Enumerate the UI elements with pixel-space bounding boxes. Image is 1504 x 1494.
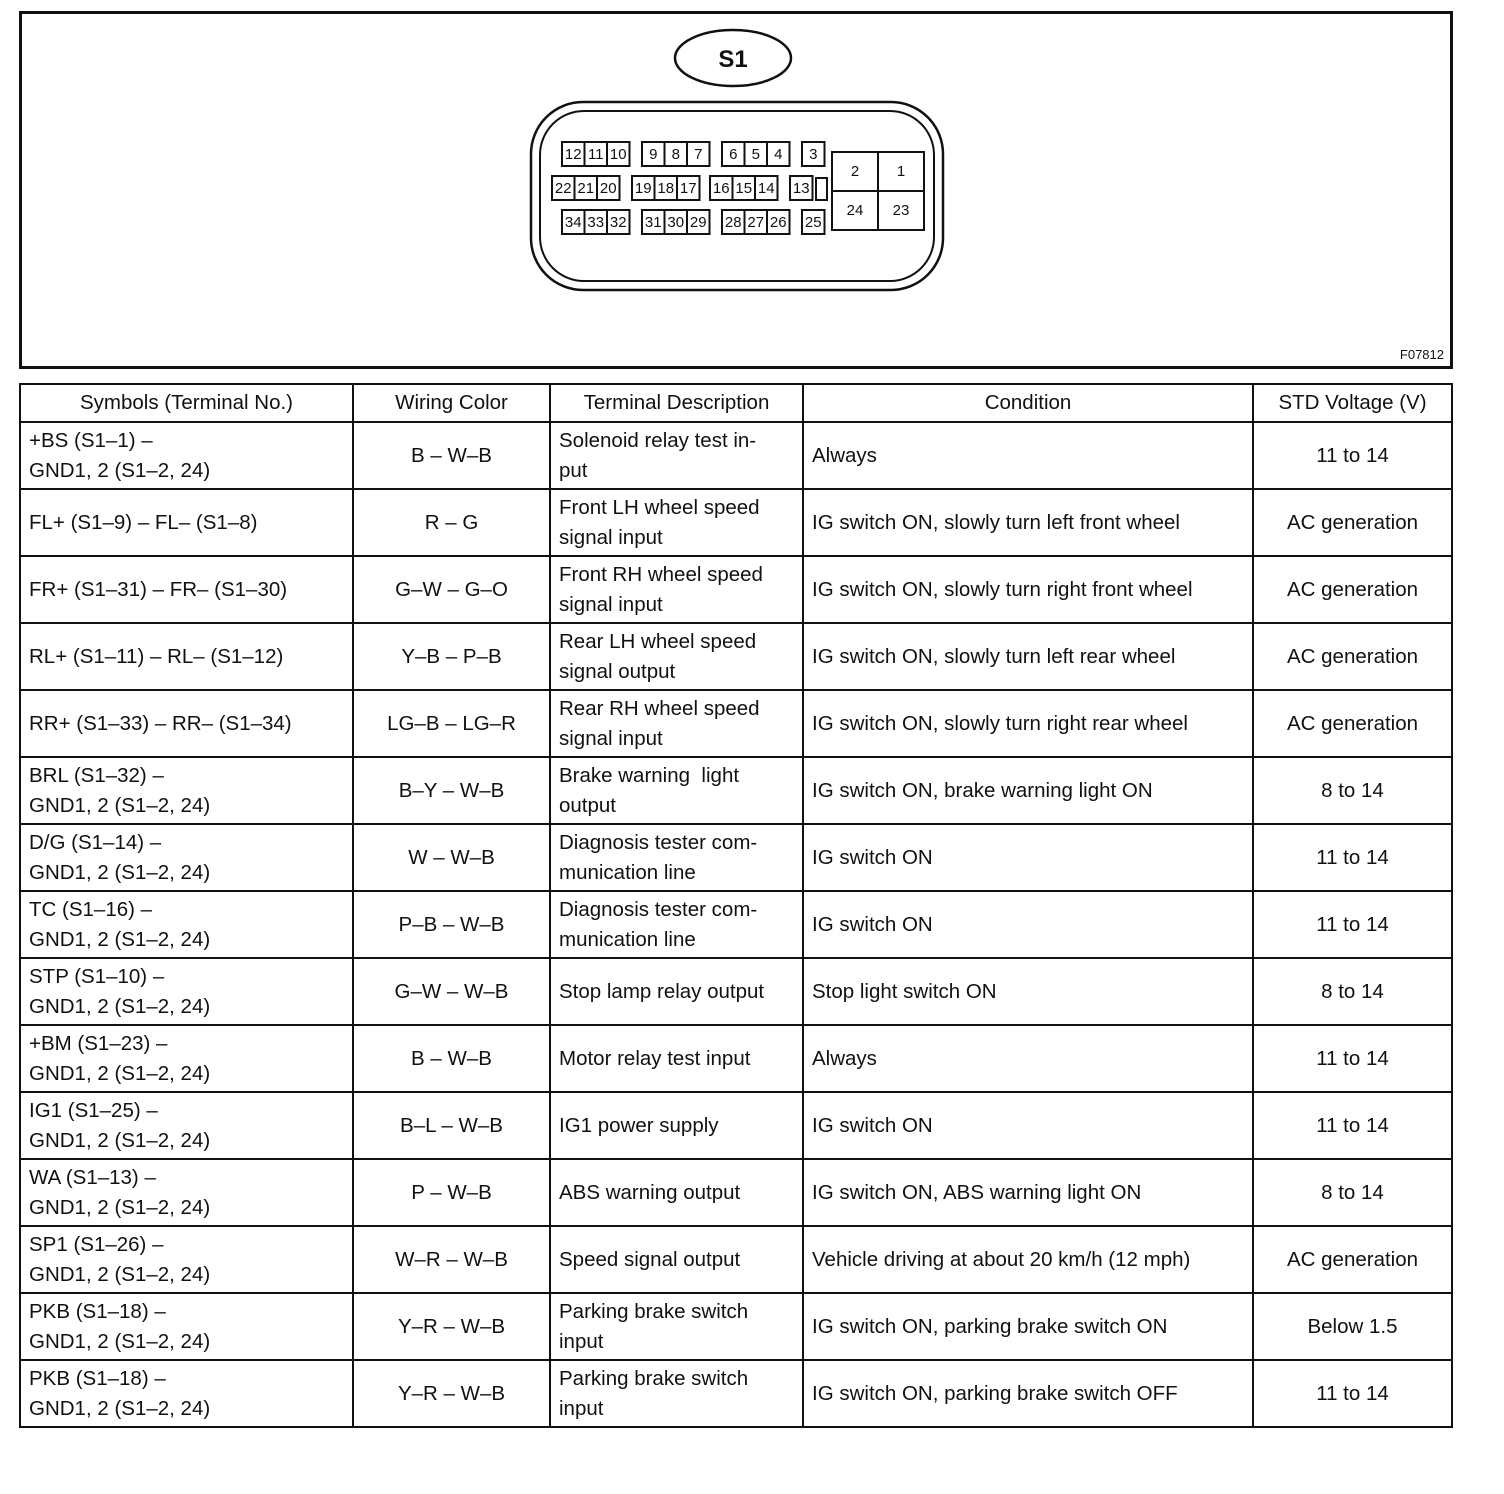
symbol-cell (20, 757, 353, 824)
symbol-line-1: SP1 (S1–26) – (29, 1232, 164, 1256)
pin-label: 17 (679, 180, 697, 197)
description-line-1: Stop lamp relay output (559, 979, 765, 1003)
description-cell (550, 556, 803, 623)
condition-cell: Always (803, 422, 1253, 489)
symbol-cell (20, 623, 353, 690)
voltage-cell: 11 to 14 (1253, 1360, 1452, 1427)
condition-cell: IG switch ON, slowly turn right rear wheel (803, 690, 1253, 757)
description-line-1: IG1 power supply (559, 1113, 719, 1137)
voltage-cell: 11 to 14 (1253, 1025, 1452, 1092)
header-terminal-description: Terminal Description (550, 384, 803, 422)
symbol-line-1: IG1 (S1–25) – (29, 1098, 158, 1122)
symbol-cell (20, 422, 353, 489)
symbol-cell (20, 1293, 353, 1360)
pin-label: 26 (769, 214, 787, 231)
condition-cell: Vehicle driving at about 20 km/h (12 mph) (803, 1226, 1253, 1293)
pin-label: 8 (671, 146, 680, 163)
symbol-cell (20, 690, 353, 757)
description-cell (550, 1159, 803, 1226)
description-line-1: Front LH wheel speed (559, 495, 760, 519)
figure-code: F07812 (1399, 347, 1444, 362)
table-row (20, 1025, 1452, 1092)
pin-label: 9 (649, 146, 658, 163)
description-line-1: Rear LH wheel speed (559, 629, 757, 653)
condition-cell: IG switch ON, slowly turn right front wheel (803, 556, 1253, 623)
symbol-line-1: WA (S1–13) – (29, 1165, 156, 1189)
symbol-line-1: PKB (S1–18) – (29, 1299, 166, 1323)
pin-label: 27 (747, 214, 765, 231)
symbol-line-1: D/G (S1–14) – (29, 830, 162, 854)
description-cell (550, 1226, 803, 1293)
table-row (20, 489, 1452, 556)
symbol-line-1: FR+ (S1–31) – FR– (S1–30) (29, 577, 288, 601)
voltage-cell: Below 1.5 (1253, 1293, 1452, 1360)
voltage-cell: AC generation (1253, 1226, 1452, 1293)
symbol-cell (20, 1025, 353, 1092)
voltage-cell: 11 to 14 (1253, 824, 1452, 891)
description-line-1: Motor relay test input (559, 1046, 751, 1070)
symbol-cell (20, 556, 353, 623)
description-line-2: munication line (559, 927, 696, 951)
pin-label: 25 (804, 214, 822, 231)
description-line-2: signal output (559, 659, 676, 683)
header-wiring-color: Wiring Color (353, 384, 550, 422)
description-line-2: signal input (559, 592, 663, 616)
wiring-color-cell: B – W–B (353, 1025, 550, 1092)
power-pin-label: 1 (896, 163, 906, 180)
header-std-voltage: STD Voltage (V) (1253, 384, 1452, 422)
description-cell (550, 891, 803, 958)
pin-label: 7 (694, 146, 703, 163)
pin-label: 5 (751, 146, 760, 163)
condition-cell: IG switch ON (803, 891, 1253, 958)
voltage-cell: 11 to 14 (1253, 422, 1452, 489)
power-pin-label: 24 (846, 202, 864, 219)
wiring-color-cell: LG–B – LG–R (353, 690, 550, 757)
symbol-line-2: GND1, 2 (S1–2, 24) (29, 860, 211, 884)
pin-label: 14 (757, 180, 775, 197)
symbol-line-1: RL+ (S1–11) – RL– (S1–12) (29, 644, 284, 668)
description-cell (550, 1293, 803, 1360)
description-line-1: Diagnosis tester com- (559, 897, 758, 921)
table-row (20, 1293, 1452, 1360)
symbol-line-2: GND1, 2 (S1–2, 24) (29, 1061, 211, 1085)
symbol-line-1: TC (S1–16) – (29, 897, 153, 921)
symbol-cell (20, 958, 353, 1025)
description-cell (550, 824, 803, 891)
pin-label: 10 (609, 146, 627, 163)
condition-cell: Stop light switch ON (803, 958, 1253, 1025)
table-row (20, 1159, 1452, 1226)
table-header-row (20, 384, 1452, 422)
wiring-color-cell: Y–B – P–B (353, 623, 550, 690)
description-line-2: input (559, 1329, 604, 1353)
symbol-line-2: GND1, 2 (S1–2, 24) (29, 458, 211, 482)
table-row (20, 556, 1452, 623)
symbol-cell (20, 1092, 353, 1159)
description-line-2: munication line (559, 860, 696, 884)
symbol-line-1: STP (S1–10) – (29, 964, 165, 988)
description-cell (550, 422, 803, 489)
wiring-color-cell: P – W–B (353, 1159, 550, 1226)
voltage-cell: AC generation (1253, 556, 1452, 623)
description-cell (550, 1092, 803, 1159)
table-row (20, 891, 1452, 958)
symbol-line-2: GND1, 2 (S1–2, 24) (29, 1329, 211, 1353)
voltage-cell: 11 to 14 (1253, 891, 1452, 958)
pin-label: 30 (667, 214, 685, 231)
description-cell (550, 958, 803, 1025)
table-row (20, 690, 1452, 757)
table-row (20, 1092, 1452, 1159)
wiring-color-cell: Y–R – W–B (353, 1360, 550, 1427)
table-row (20, 757, 1452, 824)
description-line-1: Front RH wheel speed (559, 562, 763, 586)
description-line-2: signal input (559, 525, 663, 549)
symbol-line-2: GND1, 2 (S1–2, 24) (29, 1195, 211, 1219)
pin-label: 29 (689, 214, 707, 231)
description-cell (550, 1025, 803, 1092)
pin-label: 31 (644, 214, 662, 231)
wiring-color-cell: B – W–B (353, 422, 550, 489)
description-line-2: signal input (559, 726, 663, 750)
condition-cell: IG switch ON (803, 824, 1253, 891)
pin-label: 13 (792, 180, 810, 197)
wiring-color-cell: R – G (353, 489, 550, 556)
symbol-cell (20, 824, 353, 891)
power-pin-label: 23 (892, 202, 910, 219)
description-cell (550, 1360, 803, 1427)
description-line-1: ABS warning output (559, 1180, 741, 1204)
symbol-line-2: GND1, 2 (S1–2, 24) (29, 1396, 211, 1420)
description-line-1: Diagnosis tester com- (559, 830, 758, 854)
table-row (20, 958, 1452, 1025)
pin-label: 3 (809, 146, 818, 163)
condition-cell: IG switch ON, slowly turn left rear wheel (803, 623, 1253, 690)
symbol-line-1: RR+ (S1–33) – RR– (S1–34) (29, 711, 292, 735)
symbol-cell (20, 1360, 353, 1427)
condition-cell: IG switch ON, parking brake switch OFF (803, 1360, 1253, 1427)
voltage-cell: 8 to 14 (1253, 1159, 1452, 1226)
wiring-color-cell: G–W – G–O (353, 556, 550, 623)
symbol-line-2: GND1, 2 (S1–2, 24) (29, 1262, 211, 1286)
symbol-line-2: GND1, 2 (S1–2, 24) (29, 927, 211, 951)
condition-cell: Always (803, 1025, 1253, 1092)
table-row (20, 1226, 1452, 1293)
pin-label: 20 (599, 180, 617, 197)
symbol-cell (20, 489, 353, 556)
condition-cell: IG switch ON, ABS warning light ON (803, 1159, 1253, 1226)
symbol-cell (20, 891, 353, 958)
description-cell (550, 690, 803, 757)
table-row (20, 422, 1452, 489)
header-condition: Condition (803, 384, 1253, 422)
symbol-line-1: BRL (S1–32) – (29, 763, 164, 787)
wiring-color-cell: B–Y – W–B (353, 757, 550, 824)
voltage-cell: 11 to 14 (1253, 1092, 1452, 1159)
table-row (20, 1360, 1452, 1427)
symbol-line-1: +BM (S1–23) – (29, 1031, 168, 1055)
description-cell (550, 757, 803, 824)
description-line-1: Speed signal output (559, 1247, 741, 1271)
table-row (20, 824, 1452, 891)
pin-label: 11 (587, 146, 604, 163)
pin-label: 28 (724, 214, 742, 231)
header-symbols: Symbols (Terminal No.) (20, 384, 353, 422)
key-slot (816, 178, 827, 200)
description-line-1: Brake warning light (559, 763, 740, 787)
wiring-color-cell: P–B – W–B (353, 891, 550, 958)
pin-label: 4 (774, 146, 783, 163)
wiring-color-cell: Y–R – W–B (353, 1293, 550, 1360)
terminal-table (19, 383, 1453, 1428)
pin-label: 22 (554, 180, 572, 197)
wiring-color-cell: B–L – W–B (353, 1092, 550, 1159)
condition-cell: IG switch ON (803, 1092, 1253, 1159)
symbol-line-2: GND1, 2 (S1–2, 24) (29, 994, 211, 1018)
voltage-cell: 8 to 14 (1253, 757, 1452, 824)
wiring-color-cell: G–W – W–B (353, 958, 550, 1025)
pin-label: 34 (564, 214, 582, 231)
pin-label: 19 (634, 180, 652, 197)
pin-label: 32 (609, 214, 627, 231)
description-line-2: input (559, 1396, 604, 1420)
pin-label: 33 (587, 214, 605, 231)
description-line-1: Parking brake switch (559, 1299, 749, 1323)
table-row (20, 623, 1452, 690)
pin-label: 18 (657, 180, 675, 197)
voltage-cell: 8 to 14 (1253, 958, 1452, 1025)
pin-label: 16 (712, 180, 730, 197)
pin-label: 6 (729, 146, 738, 163)
description-line-1: Rear RH wheel speed (559, 696, 760, 720)
voltage-cell: AC generation (1253, 489, 1452, 556)
symbol-line-2: GND1, 2 (S1–2, 24) (29, 1128, 211, 1152)
pin-label: 21 (577, 180, 595, 197)
symbol-line-1: PKB (S1–18) – (29, 1366, 166, 1390)
symbol-cell (20, 1159, 353, 1226)
connector-diagram (22, 14, 1450, 366)
voltage-cell: AC generation (1253, 690, 1452, 757)
description-cell (550, 489, 803, 556)
symbol-cell (20, 1226, 353, 1293)
description-line-1: Parking brake switch (559, 1366, 749, 1390)
wiring-color-cell: W – W–B (353, 824, 550, 891)
condition-cell: IG switch ON, slowly turn left front wheel (803, 489, 1253, 556)
symbol-line-2: GND1, 2 (S1–2, 24) (29, 793, 211, 817)
condition-cell: IG switch ON, brake warning light ON (803, 757, 1253, 824)
voltage-cell: AC generation (1253, 623, 1452, 690)
condition-cell: IG switch ON, parking brake switch ON (803, 1293, 1253, 1360)
description-cell (550, 623, 803, 690)
wiring-color-cell: W–R – W–B (353, 1226, 550, 1293)
connector-pins (552, 142, 924, 234)
connector-label: S1 (718, 46, 748, 73)
power-pin-label: 2 (850, 163, 860, 180)
symbol-line-1: FL+ (S1–9) – FL– (S1–8) (29, 510, 258, 534)
description-line-2: output (559, 793, 616, 817)
pin-label: 12 (564, 146, 582, 163)
description-line-2: put (559, 458, 588, 482)
connector-figure (19, 11, 1453, 369)
symbol-line-1: +BS (S1–1) – (29, 428, 153, 452)
pin-label: 15 (735, 180, 753, 197)
description-line-1: Solenoid relay test in- (559, 428, 757, 452)
